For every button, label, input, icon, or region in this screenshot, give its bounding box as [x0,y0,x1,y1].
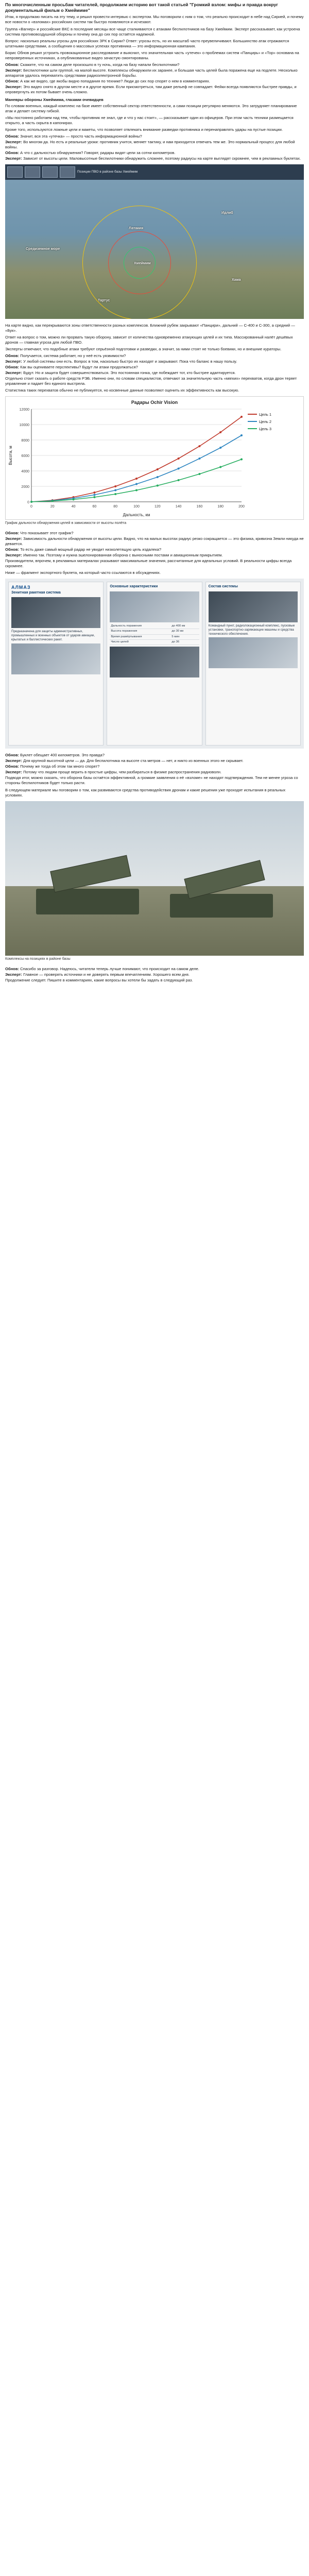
x-tick-label: 120 [154,505,161,509]
chart-caption: График дальности обнаружения целей в зависимости от высоты полёта [5,521,127,526]
data-point [198,457,200,460]
spec-table [110,624,199,645]
dialogue-line [5,140,304,150]
speech: Значит, вся эта «утечка» — просто часть информационной войны? [20,133,142,139]
data-point [241,416,243,418]
speech: То есть даже самый мощный радар не увидит низколетящую цель издалека? [20,547,162,552]
data-point [73,499,75,501]
paragraph: По словам военных, каждый комплекс на базе имеет собственный сектор ответственности, а сами позиции регулярно меняются. Это затрудняет планирование атак и делает систему гибкой. [5,103,297,113]
table-row [110,639,199,645]
chart-title: Радары Ochir Vision [131,400,178,405]
table-cell: до 400 км [170,624,199,629]
dialogue-line [5,150,304,156]
data-point [114,493,116,495]
closing-section [5,967,304,983]
table-cell: Высота поражения [110,629,170,634]
speaker: Эксперт: [5,770,22,775]
speech: Буклет обещает 400 километров. Это правда? [20,753,105,758]
field-photo [5,801,304,956]
speaker: Эксперт: [5,156,22,161]
dialogue-line [5,62,304,67]
outro-paragraph: Продолжение следует. Пишите в комментариях, какие вопросы вы хотели бы задать в следующий раз. [5,977,193,982]
speaker: Эксперт: [5,370,22,375]
data-point [241,434,243,436]
chart-container [5,396,304,520]
dialogue-line [5,553,304,558]
data-point [135,483,138,485]
y-tick-label: 0 [27,501,29,505]
data-point [30,501,32,503]
data-point [157,485,159,487]
chart-figure [5,396,304,527]
speaker: Эксперт: [5,758,22,764]
vehicle [170,894,273,918]
speech: Потому что людям проще верить в простые цифры, чем разбираться в физике распространения радиоволн. [23,770,222,775]
speech: Именно так. Поэтому и нужна эшелонированная оборона с выносными постами и авиационным прикрытием. [23,553,223,558]
dialogue-line [5,972,304,977]
data-point [198,445,200,447]
paragraph: Группа «Вагнер» и российские ВКС в последние месяцы все чаще сталкиваются с атаками беспилотников на базу Хмеймим. Эксперт рассказывает, как устроена система противовоздушной обороны и почему она до сих пор остаётся надежной. [5,26,300,37]
thumbnail [60,166,75,178]
speaker: Обнов: [5,78,20,83]
brochure-text: Командный пункт, радиолокационный комплекс, пусковые установки, транспортно-заряжающие машины и средства технического обеспечения. [208,624,295,636]
data-point [178,479,180,481]
speech: Главное — проверять источники и не доверять первым впечатлениям. Хорошего всем дня. [23,972,190,977]
legend-label: Цель 2 [259,419,272,425]
mid-section-4 [5,558,304,575]
paragraph: На карте видно, как перекрываются зоны ответственности разных комплексов. Ближний рубеж закрывают «Панцири», дальний — С-400 и С-300, а средний — «Бук». [5,323,295,333]
speaker: Обнов: [5,62,20,67]
paragraph: Производители, впрочем, в рекламных материалах указывают максимальные значения, рассчитанные для идеальных условий. В реальности цифры всегда скромнее. [5,558,292,569]
data-point [135,478,138,480]
data-point [135,489,138,492]
data-point [219,431,221,433]
y-tick-label: 4000 [21,470,29,474]
table-cell: Время развёртывания [110,634,170,639]
data-point [157,476,159,478]
brochure-image [11,597,100,628]
data-point [178,457,180,460]
paragraph: Вопрос: насколько реальны угрозы для российских ЗРК в Сирии? Ответ: угрозы есть, но их масштаб часто преувеличивают. Большинство атак отражаются штатными средствами, а сообщения о массовых успехах противника — это информационная кампания. [5,38,289,48]
dialogue-line [5,370,304,376]
dialogue-section-2 [5,134,304,161]
map-label: Латакия [129,226,144,230]
paragraph: Итак, я продолжаю писать на эту тему, и решил провести интервью с экспертом. Мы поговорили с ним о том, что реально происходит в небе над Сирией, и почему все новости о «взломах» российских систем так быстро появляются и исчезают. [5,14,304,25]
speaker: Обнов: [5,764,20,769]
photo-caption: Комплексы на позициях в районе базы [5,957,71,961]
x-tick-label: 80 [113,505,118,509]
speech: Что показывает этот график? [20,531,74,536]
paragraph: Борис Обнов решил устроить провокационное расследование и выяснил, что значительная часть «утечек» о проблемах систем «Панцирь» и «Тор» основана на непроверенных источниках, а опубликованные видео зачастую смонтированы. [5,50,299,60]
data-point [114,485,116,487]
section-heading: Маневры обороны Хмеймима, глазами очевидцев [5,97,104,102]
dialogue-line [5,134,304,139]
dialogue-line [5,353,304,359]
mid-section [5,104,304,132]
speech: Как вы оцениваете перспективы? Будут ли атаки продолжаться? [20,364,138,369]
brochure-image [110,647,199,677]
photo-figure [5,801,304,962]
table-row [110,624,199,629]
map-label: Хама [232,278,241,282]
brochure [5,579,304,749]
thumbnail [42,166,58,178]
x-tick-label: 100 [133,505,140,509]
speaker: Эксперт: [5,139,22,144]
speech: Для крупной высотной цели — да. Для беспилотника на высоте ста метров — нет, и никто из военных этого не скрывает. [23,758,244,764]
speech: А как же видео, где якобы видно попадания по технике? Люди до сих пор спорят о нем в комментариях. [20,78,210,83]
intro-section [5,14,304,60]
speaker: Обнов: [5,966,20,971]
data-point [93,492,95,494]
brochure-heading: Зенитная ракетная система [11,590,61,595]
dialogue-line [5,79,304,84]
line-chart [6,397,303,519]
x-tick-label: 0 [30,505,32,509]
speech: Скажите, что на самом деле произошло в ту ночь, когда на базу напали беспилотники? [20,62,180,67]
speech: А что с дальностью обнаружения? Говорят, радары видят цели за сотни километров. [20,150,176,155]
speech: Получается, система работает, но у неё есть уязвимости? [20,353,126,358]
data-point [198,473,200,475]
speaker: Обнов: [5,353,20,358]
x-tick-label: 160 [196,505,203,509]
map-label: Средиземное море [26,247,60,251]
y-tick-label: 8000 [21,439,29,443]
x-tick-label: 180 [217,505,224,509]
dialogue-line [5,156,304,161]
speaker: Обнов: [5,364,20,369]
series-line [31,417,242,502]
table-row [110,629,199,634]
data-point [219,447,221,449]
series-line [31,435,242,502]
speech: Зависит от высоты цели. Маловысотные беспилотники обнаружить сложнее, поэтому радиусы на карте выглядят скромнее, чем в рекламных буклетах. [23,156,301,161]
x-axis-label: Дальность, км [123,513,150,518]
data-point [241,459,243,461]
dialogue-line [5,68,304,78]
data-point [52,500,54,502]
company-logo: АЛМАЗ [11,585,31,590]
dialogue-section-1 [5,62,304,95]
brochure-image [11,643,100,674]
paragraph: Подводя итог, можно сказать, что оборона базы остаётся эффективной, а громкие заявления о её «взломе» не находят подтверждения. Тем не менее угроза со стороны беспилотников будет только расти. [5,775,298,786]
dialogue-line [5,365,304,370]
speech: Зависимость дальности обнаружения от высоты цели. Видно, что на малых высотах радиус резко сокращается — это физика, кривизна Земли никуда не девается. [5,536,304,547]
speaker: Эксперт: [5,67,22,73]
map-header [5,164,304,180]
speaker: Эксперт: [5,972,22,977]
brochure-column [205,582,301,745]
y-tick-label: 2000 [21,485,29,489]
speaker: Обнов: [5,531,20,536]
dialogue-line [5,758,304,764]
map-label: Тартус [98,298,110,302]
table-cell: Число целей [110,639,170,645]
dialogue-line [5,770,304,775]
brochure-text: Предназначена для защиты административных, промышленных и военных объектов от ударов авиации, крылатых и баллистических ракет. [11,630,95,641]
brochure-column [107,582,202,745]
brochure-heading: Основные характеристики [110,585,158,589]
brochure-image [110,591,199,622]
table-cell: до 36 [170,639,199,645]
speaker: Эксперт: [5,536,22,541]
paragraph: Эксперты отмечают, что подобные атаки требуют серьёзной подготовки и разведки, а значит, за ними стоят не только боевики, но и внешние кураторы. [5,346,282,351]
speaker: Обнов: [5,133,20,139]
speech: Почему же тогда об этом так много спорят? [20,764,100,769]
brochure-column [8,582,104,745]
x-tick-label: 20 [50,505,55,509]
dialogue-line [5,359,304,364]
thumbnail [7,166,23,178]
table-cell: 5 мин [170,634,199,639]
speech: Спасибо за разговор. Надеюсь, читатели теперь лучше понимают, что происходит на самом деле. [20,966,199,971]
paragraph: Ответ на вопрос о том, можно ли прорвать такую оборону, зависит от количества одновременно атакующих целей и их типа. Массированный налёт дешёвых дронов — главная угроза для любой ПВО. [5,334,293,345]
speech: Это видео снято в другом месте и в другое время. Если присмотреться, там даже рельеф не совпадает. Фейки всегда появляются быстрее правды, и опровергнуть их потом бывает очень сложно. [5,84,297,94]
dialogue-line [5,531,304,536]
dialogue-line [5,967,304,972]
dialogue-line [5,753,304,758]
dialogue-line [5,84,304,95]
data-point [93,496,95,498]
data-point [93,494,95,496]
paragraph: Ниже — фрагмент экспортного буклета, на который часто ссылаются в обсуждениях. [5,570,161,575]
data-point [114,489,116,492]
dialogue-section-4 [5,531,304,558]
y-axis-label: Высота, м [8,446,13,465]
speech: У любой системы они есть. Вопрос в том, насколько быстро их находят и закрывают. Пока что баланс в нашу пользу. [23,359,237,364]
x-tick-label: 60 [92,505,97,509]
speech: Беспилотники шли группой, на малой высоте. Комплексы обнаружили их заранее, и большая часть целей была поражена еще на подлете. Несколько аппаратов удалось перехватить средствами радиоэлектронной борьбы. [5,67,298,78]
speech: Во многом да. Но есть и реальные уроки: противник учится, меняет тактику, и нам приходится отвечать тем же. Это нормальный процесс для любой войны. [5,139,295,149]
speaker: Обнов: [5,547,20,552]
map-label: Хмеймим [134,261,151,265]
article-title: По многочисленным просьбам читателей, продолжаем историю вот такой статьей "Громкий взлом: мифы и правда вокруг документальный фильм о Хмеймиме" [5,2,278,13]
table-cell: Дальность поражения [110,624,170,629]
y-tick-label: 6000 [21,454,29,459]
brochure-figure [5,579,304,749]
speaker: Эксперт: [5,84,22,89]
speaker: Обнов: [5,150,20,155]
air-defense-map [5,164,304,319]
dialogue-line [5,536,304,547]
thumbnail [25,166,40,178]
brochure-image [209,591,298,622]
table-cell: до 30 км [170,629,199,634]
speaker: Эксперт: [5,359,22,364]
dialogue-line [5,764,304,769]
data-point [219,466,221,468]
dialogue-section-3 [5,353,304,376]
x-tick-label: 140 [175,505,182,509]
speaker: Эксперт: [5,553,22,558]
y-tick-label: 10000 [19,423,29,428]
dialogue-section-5 [5,753,304,775]
paragraph: «Мы постоянно работаем над тем, чтобы противник не знал, где и что у нас стоит», — рассказывает один из офицеров. При этом часть техники размещается открыто, а часть скрыта в капонирах. [5,115,294,125]
table-row [110,634,199,639]
dialogue-line [5,547,304,552]
mid-section-2 [5,323,304,352]
y-tick-label: 12000 [19,408,29,412]
data-point [157,468,159,470]
legend-label: Цель 1 [259,412,272,417]
paragraph: Отдельно стоит сказать о работе средств РЭБ. Именно они, по словам специалистов, отвечают за значительную часть «мягких» перехватов, когда дрон теряет управление и падает без единого выстрела. [5,376,297,386]
series-line [31,460,242,502]
mid-section-5 [5,775,304,798]
paragraph: В следующем материале мы поговорим о том, как развиваются средства противодействия дронам и какие решения уже проходят испытания в реальных условиях. [5,787,286,798]
paragraph: Кроме того, используются ложные цели и макеты, что позволяет отвлекать внимание разведки противника и перенаправлять удары на пустые позиции. [5,127,283,132]
legend-label: Цель 3 [259,427,272,432]
paragraph: Статистика таких перехватов обычно не публикуется, но косвенные данные позволяют оценить их эффективность как высокую. [5,388,239,393]
map-figure [5,164,304,319]
x-tick-label: 40 [71,505,76,509]
map-label: Идлиб [221,211,233,215]
brochure-image [209,637,298,668]
x-tick-label: 200 [238,505,245,509]
article [0,0,309,990]
mid-section-3 [5,376,304,393]
data-point [178,468,180,470]
brochure-heading: Состав системы [208,585,238,589]
speech: Будут. Но и защита будет совершенствоваться. Это постоянная гонка, где побеждает тот, кто быстрее адаптируется. [23,370,236,375]
speaker: Обнов: [5,753,20,758]
vehicle [36,889,139,914]
map-title: Позиции ПВО в районе базы Хмеймим [77,170,138,174]
